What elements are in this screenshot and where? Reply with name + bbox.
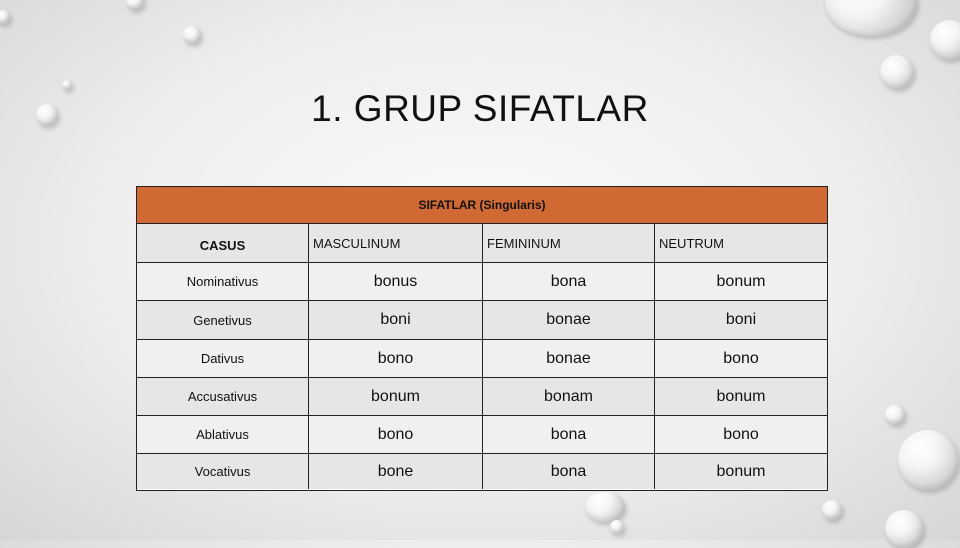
- table-row: [137, 340, 827, 378]
- table-row: [137, 301, 827, 340]
- table-cell: bono: [309, 416, 483, 453]
- water-drop-decoration: [898, 430, 958, 490]
- water-drop-decoration: [610, 520, 624, 534]
- table-cell: bona: [483, 454, 655, 489]
- table-cell: bonam: [483, 378, 655, 415]
- water-drop-decoration: [822, 500, 842, 520]
- case-name: Nominativus: [137, 263, 309, 300]
- table-row: [137, 378, 827, 416]
- column-header: CASUS: [137, 224, 309, 262]
- case-name: Genetivus: [137, 301, 309, 339]
- case-name: Ablativus: [137, 416, 309, 453]
- column-header: MASCULINUM: [309, 224, 483, 262]
- water-drop-decoration: [885, 405, 905, 425]
- water-drop-decoration: [885, 510, 923, 548]
- table-row: [137, 454, 827, 489]
- water-drop-decoration: [183, 26, 201, 44]
- water-drop-decoration: [126, 0, 144, 10]
- table-cell: bonum: [309, 378, 483, 415]
- table-caption: SIFATLAR (Singularis): [137, 187, 827, 224]
- table-cell: bonus: [309, 263, 483, 300]
- table-cell: bonae: [483, 340, 655, 377]
- column-header: FEMININUM: [483, 224, 655, 262]
- table-row: [137, 416, 827, 454]
- table-cell: bona: [483, 263, 655, 300]
- water-drop-decoration: [585, 492, 625, 522]
- water-drop-decoration: [930, 20, 960, 60]
- table-cell: bonum: [716, 462, 766, 480]
- table-cell: bono: [723, 349, 759, 367]
- table-cell: boni: [309, 301, 483, 339]
- table-cell: bonum: [716, 387, 766, 405]
- table-row: [137, 263, 827, 301]
- table-cell: bono: [309, 340, 483, 377]
- case-name: Dativus: [137, 340, 309, 377]
- table-cell: bono: [723, 425, 759, 443]
- table-cell: bona: [483, 416, 655, 453]
- water-drop-decoration: [825, 0, 917, 36]
- slide-title: 1. GRUP SIFATLAR: [311, 88, 649, 129]
- table-header-row: [137, 224, 827, 263]
- table-cell: bonae: [483, 301, 655, 339]
- water-drop-decoration: [880, 55, 914, 89]
- table-cell: bone: [309, 454, 483, 489]
- column-header: NEUTRUM: [659, 236, 724, 251]
- case-name: Accusativus: [137, 378, 309, 415]
- case-name: Vocativus: [137, 454, 309, 489]
- table-cell: bonum: [716, 272, 766, 290]
- declension-table: [136, 186, 828, 491]
- water-drop-decoration: [0, 10, 10, 24]
- table-cell: boni: [725, 311, 757, 328]
